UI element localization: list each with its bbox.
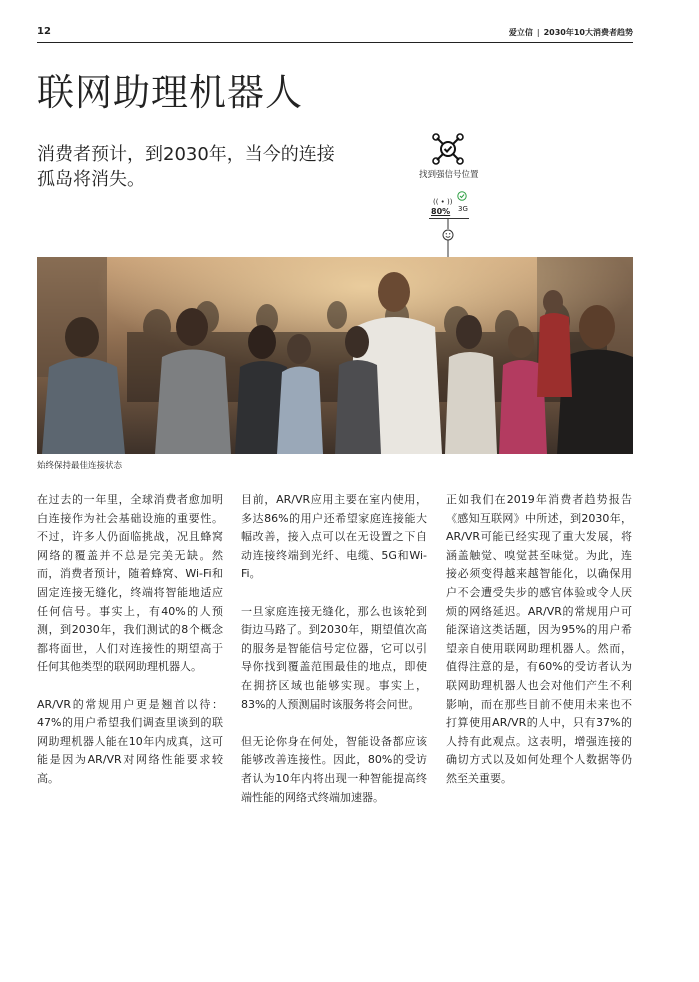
report-title: 2030年10大消费者趋势 bbox=[543, 28, 633, 37]
paragraph: AR/VR的常规用户更是翘首以待：47%的用户希望我们调查里谈到的联网助理机器人能在10年内成真，这可能是因为AR/VR对网络性能要求较高。 bbox=[37, 697, 223, 785]
signal-unit: 3G bbox=[458, 205, 468, 213]
page-header bbox=[37, 24, 633, 44]
signal-wave-icon: (( • )) bbox=[433, 198, 453, 206]
header-separator: | bbox=[536, 28, 540, 37]
crowd-photo bbox=[37, 257, 633, 454]
text-column-3 bbox=[446, 491, 632, 807]
photo-caption: 始终保持最佳连接状态 bbox=[37, 461, 123, 471]
check-circle-icon bbox=[457, 191, 467, 201]
header-rule bbox=[37, 42, 633, 43]
smile-icon bbox=[443, 230, 453, 240]
connection-network-icon bbox=[432, 133, 464, 165]
text-column-2 bbox=[241, 491, 427, 826]
text-column-1 bbox=[37, 491, 223, 807]
indicator-line bbox=[429, 218, 469, 219]
paragraph: 但无论你身在何处，智能设备都应该能够改善连接性。因此，80%的受访者认为10年内将出现一种智能提高终端性能的网络式终端加速器。 bbox=[241, 734, 427, 804]
paragraph: 在过去的一年里，全球消费者愈加明白连接作为社会基础设施的重要性。不过，许多人仍面临挑战，况且蜂窝网络的覆盖并不总是完美无缺。然而，消费者预计，随着蜂窝、Wi-Fi和固定连接无缝化，终端将智能地适应任何信号。事实上，有40%的人预测，到2030年，我们测试的8个概念都将面世，人们对连接性的期望高于任何其他类型的联网助理机器人。 bbox=[37, 493, 223, 674]
paragraph: 目前，AR/VR应用主要在室内使用，多达86%的用户还希望家庭连接能大幅改善，接入点可以在无设置之下自动连接终端到光纤、电缆、5G和Wi-Fi。 bbox=[241, 493, 427, 581]
page-subtitle: 消费者预计，到2030年，当今的连接孤岛将消失。 bbox=[37, 144, 335, 190]
signal-finder-label: 找到强信号位置 bbox=[419, 170, 479, 180]
report-header bbox=[509, 27, 633, 38]
signal-percent: 80% bbox=[431, 207, 451, 216]
brand-name: 爱立信 bbox=[508, 28, 533, 37]
paragraph: 正如我们在2019年消费者趋势报告《感知互联网》中所述，到2030年，AR/VR可能已经实现了重大发展，将涵盖触觉、嗅觉甚至味觉。为此，连接必须变得越来越智能化，以确保用户不会遭受失步的感官体验或令人厌烦的网络延迟。AR/VR的常规用户可能深谙这类话题，因为95%的用户希望亲自使用联网助理机器人。然而，值得注意的是，有60%的受访者认为联网助理机器人也会对他们产生不利影响，而在那些目前不使用未来也不打算使用AR/VR的人中，只有37%的人持有此观点。这表明，增强连接的确切方式以及如何处理个人数据等仍然至关重要。 bbox=[446, 493, 632, 785]
page-title: 联网助理机器人 bbox=[37, 71, 303, 114]
page-number: 12 bbox=[37, 26, 51, 37]
paragraph: 一旦家庭连接无缝化，那么也该轮到街边马路了。到2030年，期望值次高的服务是智能信号定位器，它可以引导你找到覆盖范围最佳的地点，即使在拥挤区域也能够实现。事实上，83%的人预测届时该服务将会问世。 bbox=[241, 604, 427, 711]
